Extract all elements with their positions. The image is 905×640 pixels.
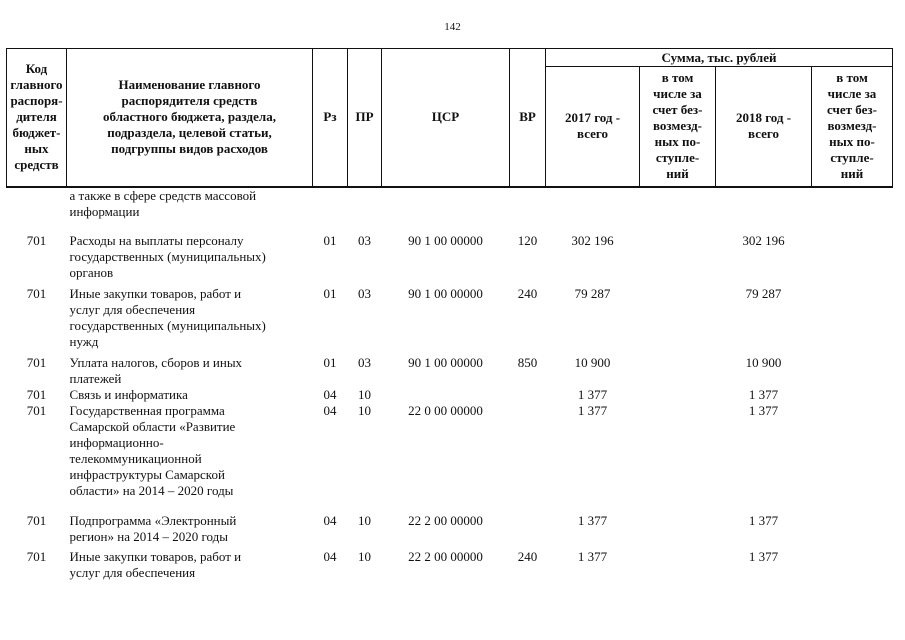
cell-name: Иные закупки товаров, работ и услуг для обеспечения государственных (муниципальных) нужд [69, 285, 266, 349]
cell-code: 701 [26, 354, 47, 370]
cell-2017-total: 1 377 [577, 548, 608, 564]
cell-2018-gratuitous [812, 350, 893, 387]
table-row [7, 220, 893, 281]
cell-vr: 120 [517, 232, 538, 248]
cell-rz: 04 [323, 402, 337, 418]
cell-2017-total [546, 187, 640, 220]
table-row [7, 387, 893, 403]
cell-rz: 01 [323, 285, 337, 301]
cell-2017-gratuitous [640, 350, 716, 387]
cell-code: 701 [26, 548, 47, 564]
cell-2018-gratuitous [812, 387, 893, 403]
cell-code: 701 [26, 386, 47, 402]
cell-name: Связь и информатика [69, 386, 188, 402]
cell-2017-gratuitous [640, 499, 716, 545]
cell-csr: 22 2 00 00000 [408, 548, 483, 564]
cell-2017-gratuitous [640, 403, 716, 499]
cell-vr: 240 [517, 548, 538, 564]
cell-name: Расходы на выплаты персоналу государственных (муниципальных) органов [69, 232, 266, 280]
cell-2018-total: 1 377 [748, 512, 779, 528]
cell-vr [510, 499, 546, 545]
cell-csr: 90 1 00 00000 [408, 232, 483, 248]
cell-csr: 90 1 00 00000 [408, 285, 483, 301]
cell-csr: 22 0 00 00000 [408, 402, 483, 418]
cell-pr: 10 [358, 512, 371, 528]
cell-2018-total: 1 377 [748, 386, 779, 402]
table-row [7, 403, 893, 499]
header-2018-gratuitous: в том числе за счет без- возмезд- ных по- ступле- ний [812, 67, 893, 187]
cell-vr: 850 [517, 354, 538, 370]
cell-2018-gratuitous [812, 281, 893, 350]
header-csr: ЦСР [382, 49, 510, 187]
cell-2018-total: 302 196 [742, 232, 785, 248]
cell-vr [510, 187, 546, 220]
table-row [7, 499, 893, 545]
cell-code: 701 [26, 285, 47, 301]
budget-table [6, 48, 893, 581]
table-row [7, 281, 893, 350]
cell-rz: 04 [323, 548, 337, 564]
cell-csr: 22 2 00 00000 [408, 512, 483, 528]
cell-rz: 01 [323, 232, 337, 248]
cell-name: Иные закупки товаров, работ и услуг для обеспечения [69, 548, 242, 580]
cell-name: а также в сфере средств массовой информации [69, 187, 257, 219]
cell-code [7, 187, 67, 220]
cell-2017-total: 302 196 [571, 232, 614, 248]
header-2017-gratuitous: в том числе за счет без- возмезд- ных по- ступле- ний [640, 67, 716, 187]
cell-pr: 03 [358, 232, 371, 248]
header-pr: ПР [348, 49, 382, 187]
cell-csr: 90 1 00 00000 [408, 354, 483, 370]
table-row [7, 350, 893, 387]
cell-pr [348, 187, 382, 220]
cell-2017-gratuitous [640, 387, 716, 403]
header-code: Код главного распоря- дителя бюджет- ных средств [7, 49, 67, 187]
cell-2018-gratuitous [812, 545, 893, 581]
header-name: Наименование главного распорядителя средств областного бюджета, раздела, подраздела, целевой статьи, подгруппы видов расходов [67, 49, 313, 187]
cell-code: 701 [26, 232, 47, 248]
header-2018-total: 2018 год - всего [716, 67, 812, 187]
cell-pr: 10 [358, 402, 371, 418]
cell-2018-total: 79 287 [745, 285, 782, 301]
cell-rz [313, 187, 348, 220]
cell-vr [510, 403, 546, 499]
cell-rz: 04 [323, 386, 337, 402]
cell-2017-total: 1 377 [577, 402, 608, 418]
cell-2018-total [716, 187, 812, 220]
cell-vr: 240 [517, 285, 538, 301]
cell-2018-gratuitous [812, 403, 893, 499]
cell-2017-total: 10 900 [574, 354, 611, 370]
cell-2017-gratuitous [640, 187, 716, 220]
cell-code: 701 [26, 402, 47, 418]
cell-2018-total: 10 900 [745, 354, 782, 370]
cell-pr: 03 [358, 354, 371, 370]
header-2017-total: 2017 год - всего [546, 67, 640, 187]
table-row [7, 187, 893, 220]
cell-csr [382, 387, 510, 403]
cell-2017-gratuitous [640, 545, 716, 581]
cell-rz: 01 [323, 354, 337, 370]
cell-2018-gratuitous [812, 187, 893, 220]
cell-pr: 10 [358, 548, 371, 564]
cell-pr: 10 [358, 386, 371, 402]
cell-name: Государственная программа Самарской области «Развитие информационно- телекоммуникационной инфраструктуры Самарской области» на 2014 – 2020 годы [69, 402, 236, 498]
cell-2018-total: 1 377 [748, 548, 779, 564]
header-rz: Рз [313, 49, 348, 187]
cell-code: 701 [26, 512, 47, 528]
page-number: 142 [444, 21, 461, 33]
cell-2017-gratuitous [640, 220, 716, 281]
cell-vr [510, 387, 546, 403]
cell-rz: 04 [323, 512, 337, 528]
cell-2017-total: 1 377 [577, 512, 608, 528]
cell-2018-gratuitous [812, 220, 893, 281]
cell-pr: 03 [358, 285, 371, 301]
cell-2017-total: 79 287 [574, 285, 611, 301]
cell-2018-gratuitous [812, 499, 893, 545]
cell-2018-total: 1 377 [748, 402, 779, 418]
cell-name: Уплата налогов, сборов и иных платежей [69, 354, 243, 386]
table-row [7, 545, 893, 581]
header-sum: Сумма, тыс. рублей [546, 49, 893, 67]
cell-name: Подпрограмма «Электронный регион» на 2014 – 2020 годы [69, 512, 237, 544]
cell-2017-gratuitous [640, 281, 716, 350]
header-vr: ВР [510, 49, 546, 187]
cell-csr [382, 187, 510, 220]
cell-2017-total: 1 377 [577, 386, 608, 402]
